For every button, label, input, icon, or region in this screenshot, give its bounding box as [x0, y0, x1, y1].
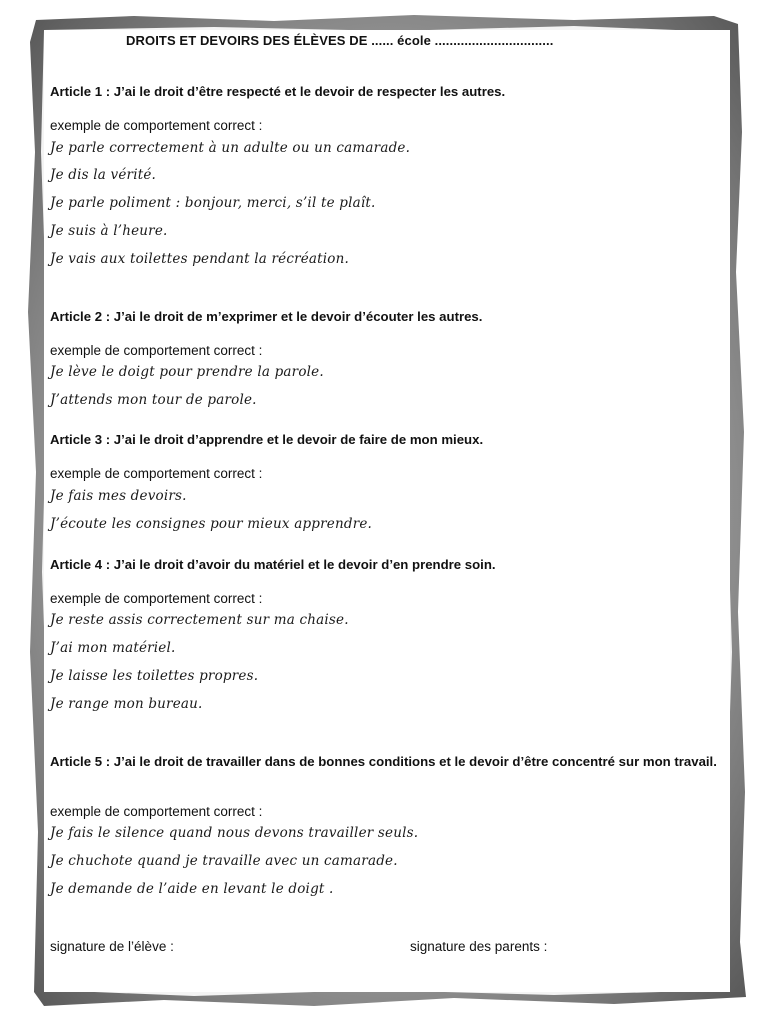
page-title: DROITS ET DEVOIRS DES ÉLÈVES DE ...... école ................................ [126, 33, 554, 48]
article-4-example-1: Je reste assis correctement sur ma chaise. [50, 612, 349, 628]
article-5-example-label: exemple de comportement correct : [50, 804, 263, 819]
article-4-example-label: exemple de comportement correct : [50, 591, 263, 606]
article-3-heading: Article 3 : J’ai le droit d’apprendre et le devoir de faire de mon mieux. [50, 432, 484, 447]
article-3-example-1: Je fais mes devoirs. [50, 488, 187, 504]
article-5-example-1: Je fais le silence quand nous devons travailler seuls. [50, 825, 419, 841]
signature-student-label: signature de l’élève : [50, 939, 174, 954]
article-2-example-2: J’attends mon tour de parole. [50, 392, 257, 408]
signature-parents-label: signature des parents : [410, 939, 548, 954]
article-1-example-1: Je parle correctement à un adulte ou un camarade. [50, 140, 411, 156]
article-5-example-2: Je chuchote quand je travaille avec un camarade. [50, 853, 398, 869]
article-2-heading: Article 2 : J’ai le droit de m’exprimer et le devoir d’écouter les autres. [50, 309, 483, 324]
article-3-example-2: J’écoute les consignes pour mieux apprendre. [50, 516, 373, 532]
article-1-example-2: Je dis la vérité. [50, 167, 157, 183]
article-4-example-2: J’ai mon matériel. [50, 640, 176, 656]
article-4-heading: Article 4 : J’ai le droit d’avoir du matériel et le devoir d’en prendre soin. [50, 557, 496, 572]
article-1-example-label: exemple de comportement correct : [50, 118, 263, 133]
article-3-example-label: exemple de comportement correct : [50, 466, 263, 481]
article-1-heading: Article 1 : J’ai le droit d’être respecté et le devoir de respecter les autres. [50, 84, 506, 99]
article-1-example-5: Je vais aux toilettes pendant la récréation. [50, 251, 350, 267]
article-4-example-4: Je range mon bureau. [50, 696, 203, 712]
article-1-example-3: Je parle poliment : bonjour, merci, s’il te plaît. [50, 195, 376, 211]
article-2-example-1: Je lève le doigt pour prendre la parole. [50, 364, 324, 380]
article-4-example-3: Je laisse les toilettes propres. [50, 668, 259, 684]
article-2-example-label: exemple de comportement correct : [50, 343, 263, 358]
article-5-example-3: Je demande de l’aide en levant le doigt . [50, 881, 334, 897]
article-5-heading: Article 5 : J’ai le droit de travailler dans de bonnes conditions et le devoir d’être concentré sur mon travail. [50, 754, 717, 769]
article-1-example-4: Je suis à l’heure. [50, 223, 168, 239]
